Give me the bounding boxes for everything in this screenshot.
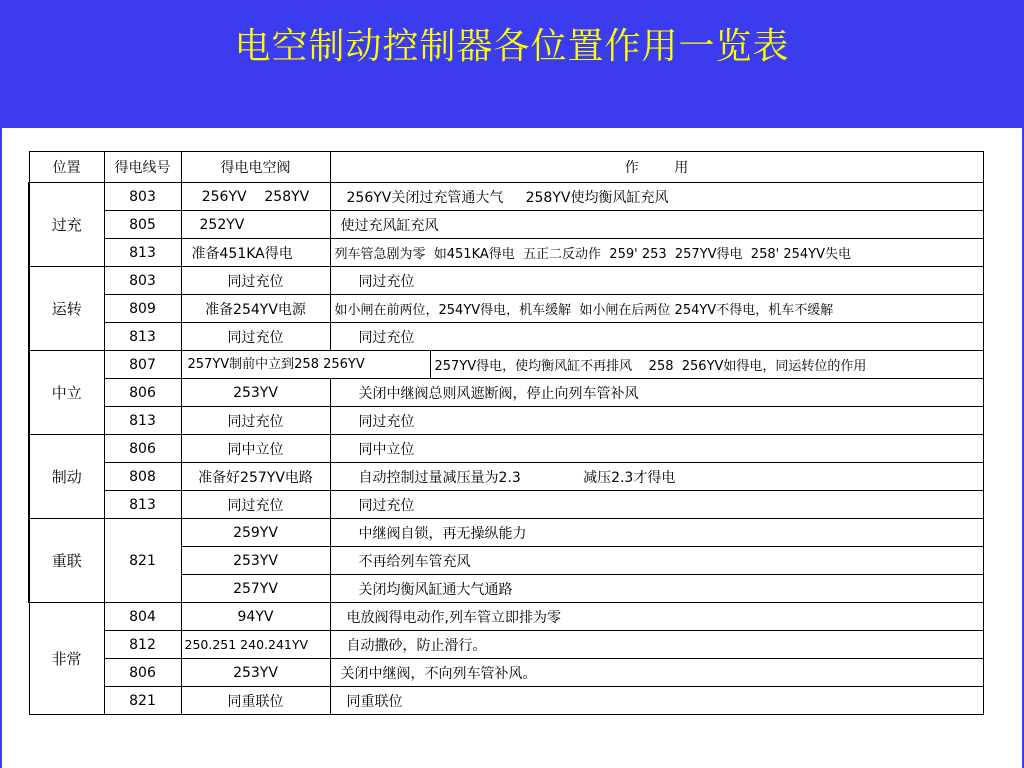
- table-row: [29, 631, 983, 659]
- title-bar: [0, 0, 1024, 128]
- effect-cell: 关闭均衡风缸通大气通路: [330, 575, 983, 603]
- effect-cell: 自动控制过量减压量为2.3 减压2.3才得电: [330, 463, 983, 491]
- table-row: [29, 323, 983, 351]
- effect-cell: 电放阀得电动作,列车管立即排为零: [330, 603, 983, 631]
- valve-cell: 准备254YV电源: [181, 295, 330, 323]
- header-valve: 得电电空阀: [181, 152, 330, 183]
- slide-title: 电空制动控制器各位置作用一览表: [234, 26, 790, 67]
- valve-cell: 准备好257YV电路: [181, 463, 330, 491]
- controller-position-table: [28, 151, 984, 715]
- table-row: [29, 435, 983, 463]
- wire-cell: 806: [104, 659, 181, 687]
- table-row: [29, 463, 983, 491]
- valve-cell: 259YV: [181, 519, 330, 547]
- table-row: [29, 491, 983, 519]
- effect-cell: 256YV关闭过充管通大气 258YV使均衡风缸充风: [330, 183, 983, 211]
- table-row: [29, 183, 983, 211]
- valve-cell: 256YV 258YV: [181, 183, 330, 211]
- header-wire-number: 得电线号: [104, 152, 181, 183]
- position-cell: 制动: [29, 435, 104, 519]
- table-row: [29, 239, 983, 267]
- wire-cell: 808: [104, 463, 181, 491]
- valve-cell: 253YV: [181, 659, 330, 687]
- wire-cell: 821: [104, 519, 181, 603]
- valve-cell: 同中立位: [181, 435, 330, 463]
- table-row: [29, 351, 983, 379]
- table-row: [29, 519, 983, 547]
- table-row: [29, 407, 983, 435]
- table-row: [29, 267, 983, 295]
- effect-cell: 列车管急剧为零 如451KA得电 五正二反动作 259' 253 257YV得电 258' 254YV失电: [330, 239, 983, 267]
- wire-cell: 803: [104, 183, 181, 211]
- wire-cell: 813: [104, 239, 181, 267]
- valve-cell: 同过充位: [181, 267, 330, 295]
- valve-cell: 准备451KA得电: [181, 239, 330, 267]
- neutral-807-merged-cell: [181, 351, 983, 379]
- effect-cell: 同中立位: [330, 435, 983, 463]
- position-cell: 中立: [29, 351, 104, 435]
- table-row: [29, 295, 983, 323]
- wire-cell: 807: [104, 351, 181, 379]
- wire-cell: 806: [104, 435, 181, 463]
- wire-cell: 821: [104, 687, 181, 715]
- valve-cell: 253YV: [181, 379, 330, 407]
- position-cell: 运转: [29, 267, 104, 351]
- valve-cell: 257YV: [181, 575, 330, 603]
- wire-cell: 813: [104, 407, 181, 435]
- effect-cell: 同过充位: [330, 267, 983, 295]
- table-row: [29, 211, 983, 239]
- wire-cell: 813: [104, 323, 181, 351]
- table-row: [29, 603, 983, 631]
- effect-cell: 使过充风缸充风: [330, 211, 983, 239]
- effect-cell: 关闭中继阀，不向列车管补风。: [330, 659, 983, 687]
- effect-cell: 关闭中继阀总则风遮断阀，停止向列车管补风: [330, 379, 983, 407]
- left-border-stripe: [0, 128, 2, 768]
- valve-cell: 同重联位: [181, 687, 330, 715]
- effect-cell: 同重联位: [330, 687, 983, 715]
- effect-cell: 如小闸在前两位，254YV得电，机车缓解 如小闸在后两位 254YV不得电，机车不缓解: [330, 295, 983, 323]
- effect-cell: 同过充位: [330, 323, 983, 351]
- effect-cell: 自动撒砂，防止滑行。: [330, 631, 983, 659]
- header-effect: 作 用: [330, 152, 983, 183]
- table-header-row: [29, 152, 983, 183]
- header-position: 位置: [29, 152, 104, 183]
- valve-cell: 252YV: [181, 211, 330, 239]
- valve-cell: 253YV: [181, 547, 330, 575]
- effect-cell: 同过充位: [330, 491, 983, 519]
- wire-cell: 804: [104, 603, 181, 631]
- table-row: [29, 659, 983, 687]
- position-cell: 非常: [29, 603, 104, 715]
- valve-cell: 同过充位: [181, 491, 330, 519]
- valve-cell: 94YV: [181, 603, 330, 631]
- wire-cell: 806: [104, 379, 181, 407]
- valve-cell: 同过充位: [181, 407, 330, 435]
- table-row: [29, 687, 983, 715]
- wire-cell: 812: [104, 631, 181, 659]
- valve-cell: 257YV制前中立到258 256YV: [182, 351, 431, 378]
- effect-cell: 257YV得电，使均衡风缸不再排风 258 256YV如得电，同运转位的作用: [434, 359, 867, 374]
- valve-cell: 同过充位: [181, 323, 330, 351]
- wire-cell: 803: [104, 267, 181, 295]
- effect-cell: 不再给列车管充风: [330, 547, 983, 575]
- position-cell: 过充: [29, 183, 104, 267]
- wire-cell: 813: [104, 491, 181, 519]
- valve-cell: 250.251 240.241YV: [181, 631, 330, 659]
- wire-cell: 805: [104, 211, 181, 239]
- effect-cell: 同过充位: [330, 407, 983, 435]
- table-row: [29, 379, 983, 407]
- position-cell: 重联: [29, 519, 104, 603]
- wire-cell: 809: [104, 295, 181, 323]
- effect-cell: 中继阀自锁，再无操纵能力: [330, 519, 983, 547]
